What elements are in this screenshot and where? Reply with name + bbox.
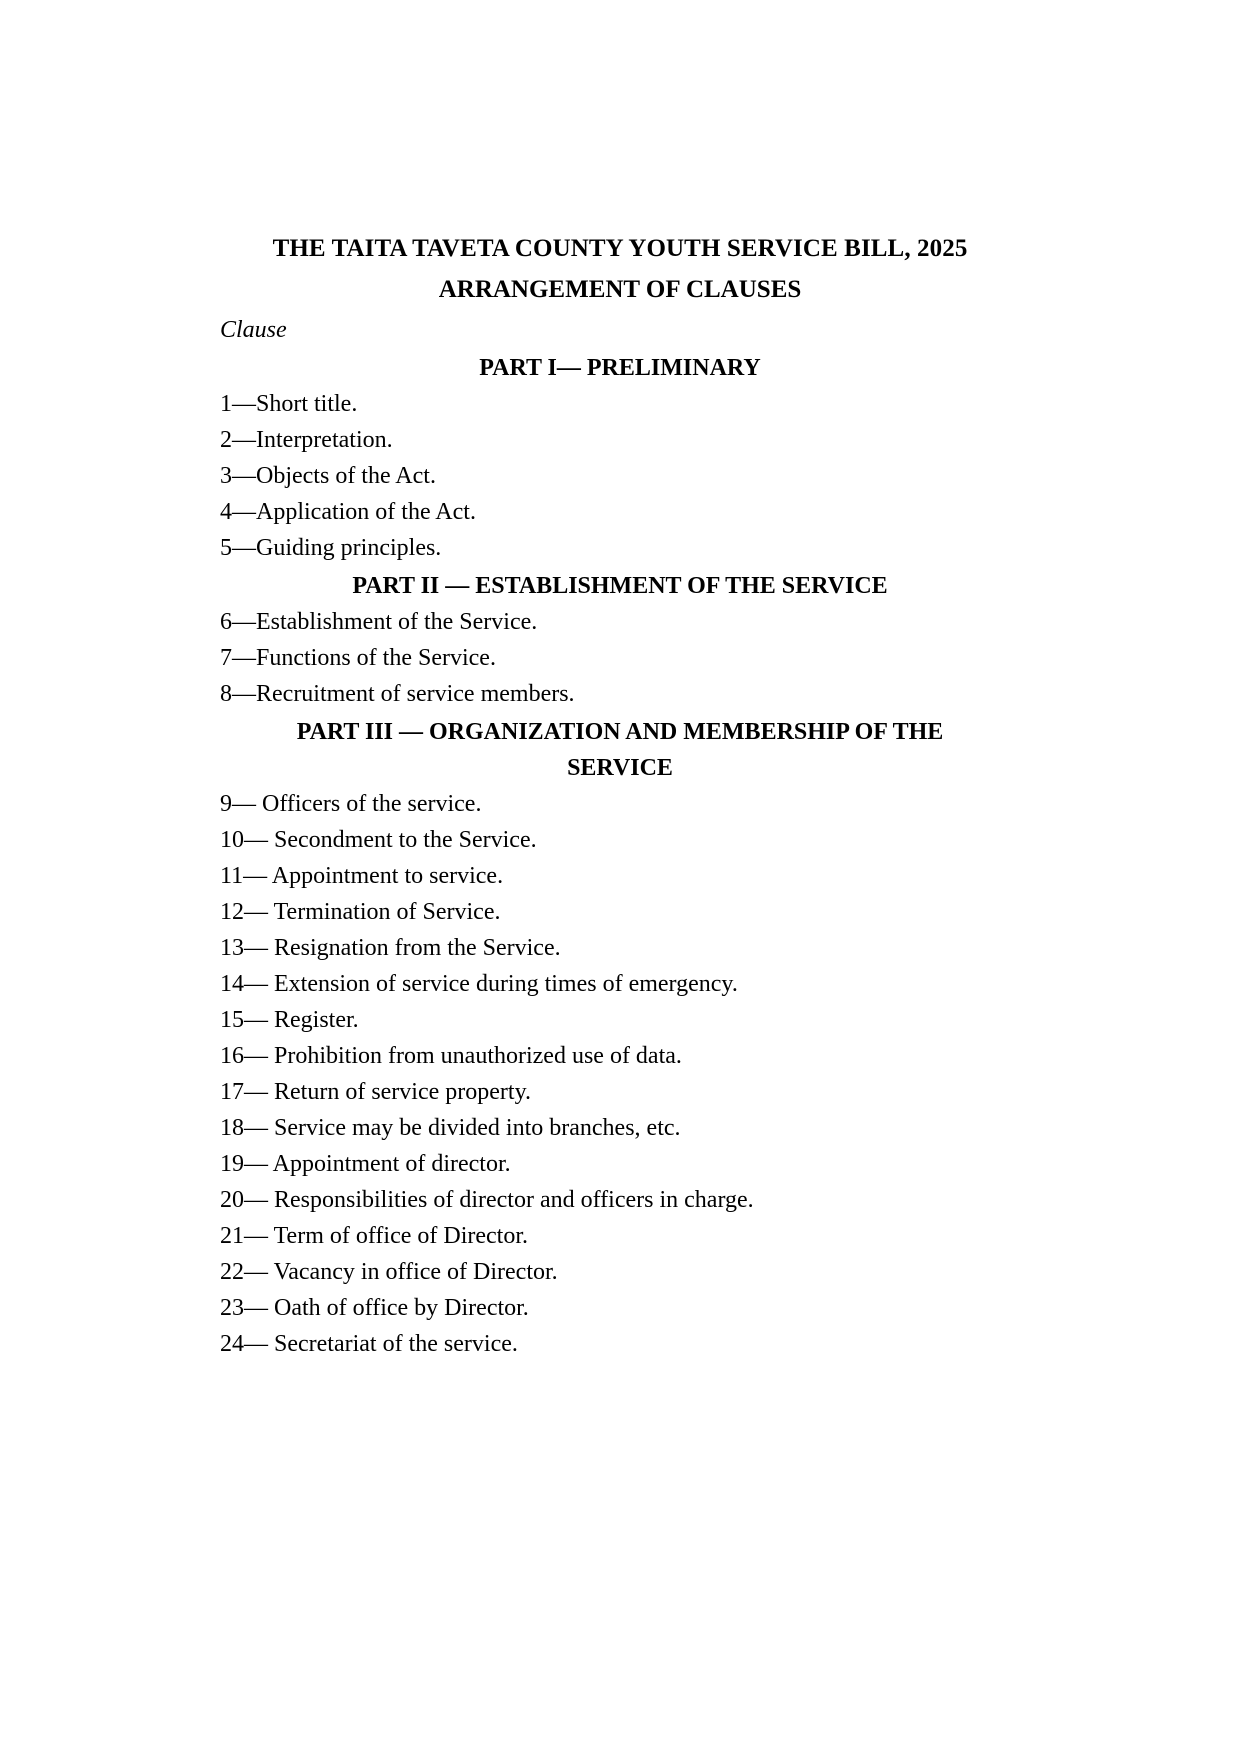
clause-entry: 18— Service may be divided into branches, etc.	[220, 1115, 681, 1141]
clause-entry: 13— Resignation from the Service.	[220, 935, 561, 961]
clause-list-part-1	[220, 386, 1020, 566]
clause-entry: 20— Responsibilities of director and officers in charge.	[220, 1187, 754, 1213]
clause-entry: 9— Officers of the service.	[220, 791, 482, 817]
clause-list-part-3	[220, 786, 1020, 1362]
clause-entry: 22— Vacancy in office of Director.	[220, 1259, 558, 1285]
part-heading-3-line2: SERVICE	[567, 755, 673, 781]
clause-entry: 2—Interpretation.	[220, 427, 393, 453]
clause-entry: 10— Secondment to the Service.	[220, 827, 537, 853]
clause-entry: 11— Appointment to service.	[220, 863, 504, 889]
clause-list-part-2	[220, 604, 1020, 712]
clause-entry: 5—Guiding principles.	[220, 535, 442, 561]
clause-entry: 1—Short title.	[220, 391, 358, 417]
clause-entry: 3—Objects of the Act.	[220, 463, 436, 489]
clause-column-label: Clause	[220, 317, 287, 343]
document-body	[220, 228, 1020, 1362]
clause-entry: 14— Extension of service during times of emergency.	[220, 971, 738, 997]
clause-entry: 17— Return of service property.	[220, 1079, 532, 1105]
clause-entry: 15— Register.	[220, 1007, 359, 1033]
part-heading-3	[220, 712, 1020, 786]
clause-entry: 23— Oath of office by Director.	[220, 1295, 529, 1321]
part-section-2	[220, 566, 1020, 712]
clause-entry: 12— Termination of Service.	[220, 899, 501, 925]
clause-entry: 21— Term of office of Director.	[220, 1223, 529, 1249]
clause-entry: 16— Prohibition from unauthorized use of data.	[220, 1043, 682, 1069]
clause-entry: 19— Appointment of director.	[220, 1151, 511, 1177]
clause-entry: 7—Functions of the Service.	[220, 645, 496, 671]
part-heading-2: PART II — ESTABLISHMENT OF THE SERVICE	[352, 573, 888, 599]
clause-entry: 6—Establishment of the Service.	[220, 609, 538, 635]
document-title: THE TAITA TAVETA COUNTY YOUTH SERVICE BILL, 2025	[272, 235, 968, 262]
part-section-1	[220, 348, 1020, 566]
clause-entry: 8—Recruitment of service members.	[220, 681, 575, 707]
part-section-3	[220, 712, 1020, 1362]
part-heading-3-line1: PART III — ORGANIZATION AND MEMBERSHIP OF THE	[296, 719, 944, 745]
document-subtitle: ARRANGEMENT OF CLAUSES	[438, 276, 802, 303]
part-heading-1: PART I— PRELIMINARY	[479, 355, 761, 381]
clause-entry: 24— Secretariat of the service.	[220, 1331, 518, 1357]
clause-entry: 4—Application of the Act.	[220, 499, 476, 525]
